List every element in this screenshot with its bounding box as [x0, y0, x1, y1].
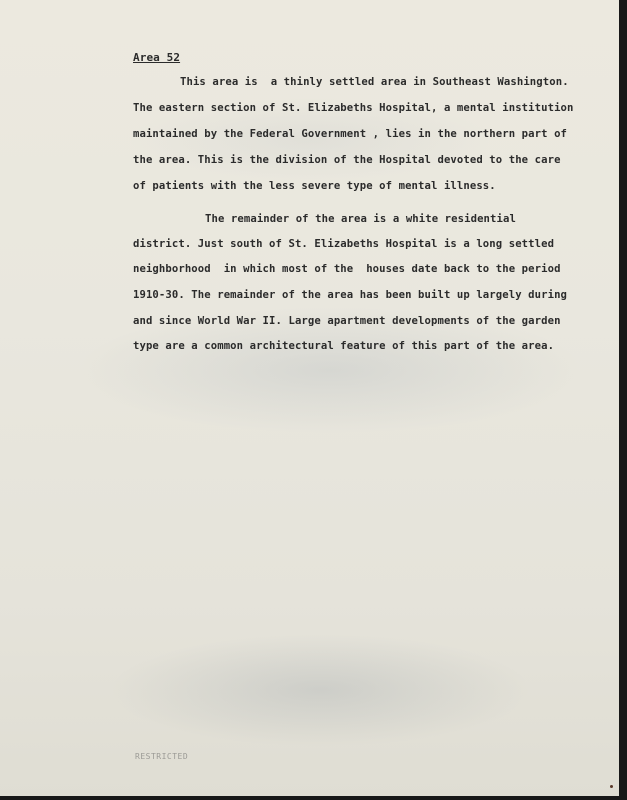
paragraph-2-line-3: neighborhood in which most of the houses date back to the period	[133, 263, 561, 275]
paragraph-1-line-1: This area is a thinly settled area in Southeast Washington.	[180, 76, 569, 88]
paragraph-2-line-1: The remainder of the area is a white residential	[205, 213, 516, 225]
document-heading: Area 52	[133, 51, 181, 64]
paragraph-2-line-4: 1910-30. The remainder of the area has been built up largely during	[133, 289, 568, 301]
corner-mark	[610, 785, 613, 788]
paragraph-2-line-5: and since World War II. Large apartment developments of the garden	[133, 315, 561, 327]
page-edge-right	[619, 0, 627, 800]
faded-stamp: RESTRICTED	[135, 752, 189, 761]
paragraph-1-line-2: The eastern section of St. Elizabeths Hospital, a mental institution	[133, 102, 574, 114]
paragraph-2-line-2: district. Just south of St. Elizabeths Hospital is a long settled	[133, 238, 555, 250]
paragraph-1-line-5: of patients with the less severe type of mental illness.	[133, 180, 496, 192]
page-edge-bottom	[0, 796, 627, 800]
paragraph-1-line-3: maintained by the Federal Government , lies in the northern part of	[133, 128, 568, 140]
paragraph-1-line-4: the area. This is the division of the Hospital devoted to the care	[133, 154, 561, 166]
paragraph-2-line-6: type are a common architectural feature of this part of the area.	[133, 340, 555, 352]
